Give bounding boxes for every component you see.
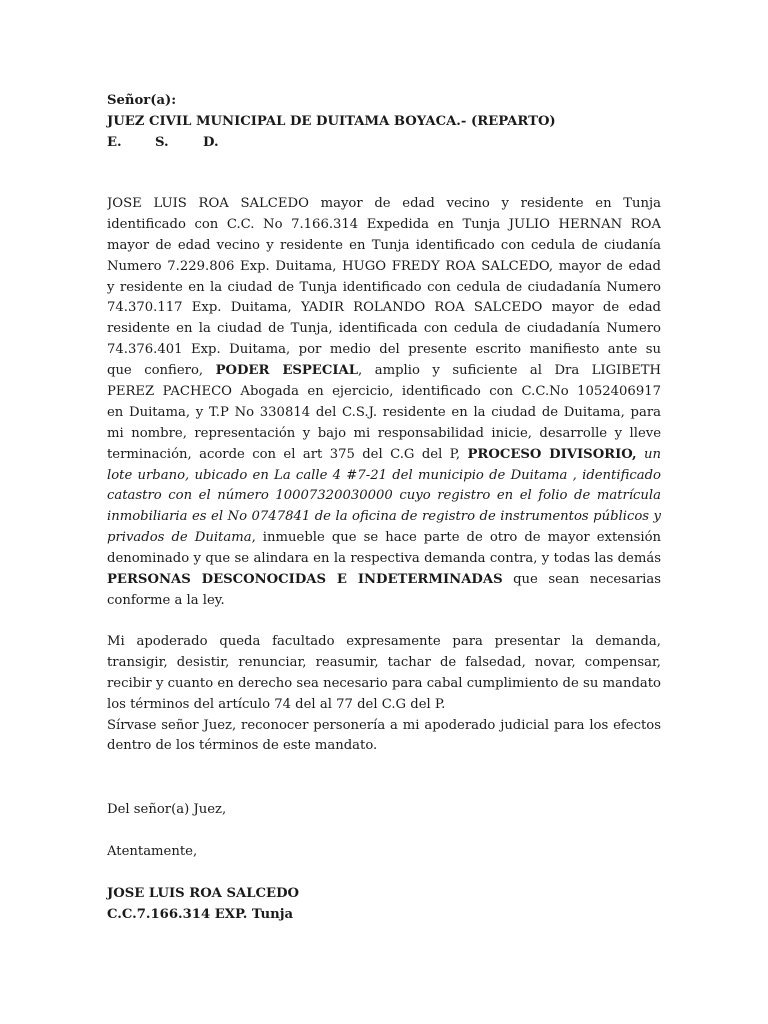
- body-line: dentro de los términos de este mandato.: [107, 738, 378, 754]
- body-line: lote urbano, ubicado en La calle 4 #7-21 del municipio de Duitama , identificado: [107, 467, 661, 483]
- body-line: JOSE LUIS ROA SALCEDO mayor de edad vecino y residente en Tunja: [107, 196, 661, 211]
- body-line: inmobiliaria es el No 0747841 de la oficina de registro de instrumentos públicos y: [107, 509, 661, 525]
- esd-d: D.: [203, 134, 219, 150]
- body-line: mayor de edad vecino y residente en Tunja identificado con cedula de ciudanía: [107, 237, 661, 253]
- body-line: en Duitama, y T.P No 330814 del C.S.J. residente en la ciudad de Duitama, para: [107, 404, 661, 420]
- body-line: 74.370.117 Exp. Duitama, YADIR ROLANDO ROA SALCEDO mayor de edad: [107, 300, 661, 316]
- paragraph-faculties: [107, 632, 661, 757]
- body-line: recibir y cuanto en derecho sea necesario para cabal cumplimiento de su mandato: [107, 675, 661, 691]
- closing-farewell: [107, 842, 661, 863]
- body-line: catastro con el número 10007320030000 cuyo registro en el folio de matrícula: [107, 488, 661, 504]
- body-line: privados de Duitama, inmueble que se hace parte de otro de mayor extensión: [107, 530, 661, 546]
- body-line: Sírvase señor Juez, reconocer personería a mi apoderado judicial para los efectos: [107, 717, 661, 733]
- body-line: identificado con C.C. No 7.166.314 Expedida en Tunja JULIO HERNAN ROA: [107, 216, 661, 232]
- closing-greeting: [107, 800, 661, 821]
- farewell: Atentamente,: [107, 844, 198, 859]
- esd-abbreviation: [107, 133, 661, 154]
- greeting: Del señor(a) Juez,: [107, 802, 227, 817]
- signer-name: JOSE LUIS ROA SALCEDO: [107, 886, 299, 901]
- body-line: que confiero, PODER ESPECIAL, amplio y suficiente al Dra LIGIBETH: [107, 363, 661, 379]
- esd-s: S.: [155, 134, 169, 150]
- body-line: Numero 7.229.806 Exp. Duitama, HUGO FREDY ROA SALCEDO, mayor de edad: [107, 258, 661, 274]
- body-line: denominado y que se alindara en la respectiva demanda contra, y todas las demás: [107, 551, 661, 567]
- body-line: mi nombre, representación y bajo mi responsabilidad inicie, desarrolle y lleve: [107, 425, 661, 441]
- body-line: residente en la ciudad de Tunja, identificada con cedula de ciudadanía Numero: [107, 321, 661, 337]
- body-line: y residente en la ciudad de Tunja identificado con cedula de ciudadanía Numero: [107, 279, 661, 295]
- esd-e: E.: [107, 134, 122, 150]
- body-line: terminación, acorde con el art 375 del C.G del P, PROCESO DIVISORIO, un: [107, 446, 661, 462]
- body-line: Mi apoderado queda facultado expresamente para presentar la demanda,: [107, 634, 661, 649]
- body-line: los términos del artículo 74 del al 77 del C.G del P.: [107, 696, 446, 712]
- body-line: PEREZ PACHECO Abogada en ejercicio, identificado con C.C.No 1052406917: [107, 384, 661, 400]
- body-line: PERSONAS DESCONOCIDAS E INDETERMINADAS que sean necesarias: [107, 572, 661, 588]
- paragraph-power-of-attorney: [107, 194, 661, 612]
- body-line: conforme a la ley.: [107, 592, 225, 608]
- body-line: 74.376.401 Exp. Duitama, por medio del presente escrito manifiesto ante su: [107, 342, 661, 358]
- addressee: JUEZ CIVIL MUNICIPAL DE DUITAMA BOYACA.- (REPARTO): [107, 113, 556, 129]
- signature-block: [107, 884, 661, 926]
- letter-header: [107, 91, 661, 154]
- salutation: Señor(a):: [107, 93, 177, 108]
- signer-id: C.C.7.166.314 EXP. Tunja: [107, 906, 294, 922]
- body-line: transigir, desistir, renunciar, reasumir, tachar de falsedad, novar, compensar,: [107, 654, 661, 670]
